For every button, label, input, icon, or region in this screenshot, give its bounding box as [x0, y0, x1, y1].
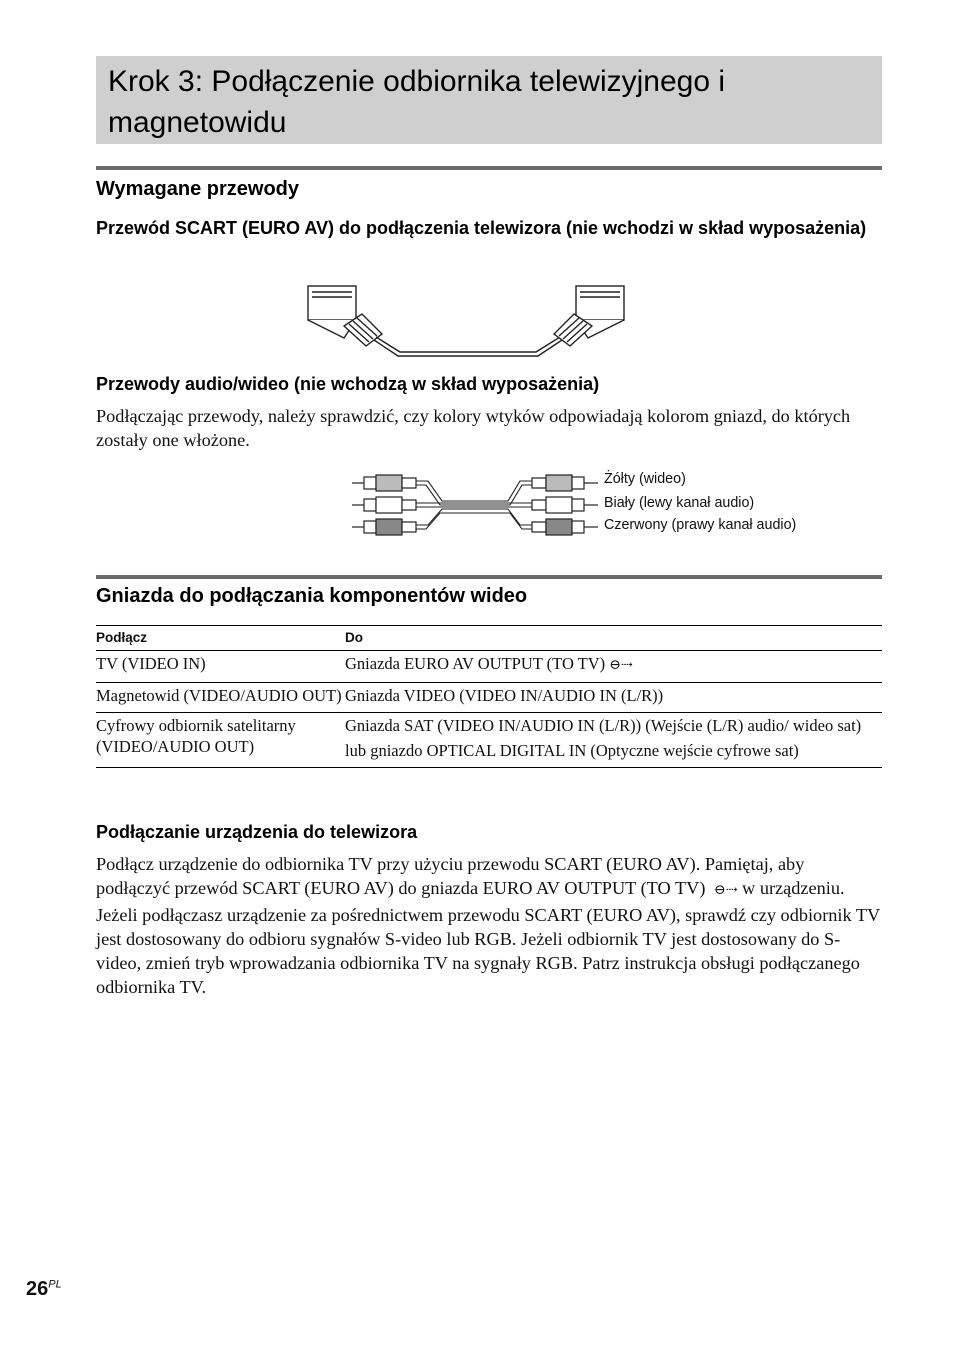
cell-to: Gniazda VIDEO (VIDEO IN/AUDIO IN (L/R)) — [345, 683, 882, 713]
section-divider — [96, 166, 882, 170]
connections-table — [96, 625, 882, 768]
scart-cable-heading: Przewód SCART (EURO AV) do podłączenia telewizora (nie wchodzi w skład wyposażenia) — [96, 218, 867, 238]
cell-to-extra: lub gniazdo OPTICAL DIGITAL IN (Optyczne wejście cyfrowe sat) — [345, 741, 799, 760]
connect-to-tv-heading: Podłączanie urządzenia do telewizora — [96, 822, 418, 842]
page-number-value: 26 — [26, 1278, 49, 1300]
table-row — [96, 683, 882, 713]
cell-from: TV (VIDEO IN) — [96, 651, 345, 683]
page-number-suffix: PL — [48, 1278, 62, 1291]
section-heading-required-cables: Wymagane przewody — [96, 178, 300, 200]
section-heading-video-jacks: Gniazda do podłączania komponentów wideo — [96, 585, 528, 607]
left-plug-yellow — [352, 475, 416, 491]
column-header-to: Do — [345, 626, 882, 651]
table-header-row — [96, 626, 882, 651]
cell-to-text: Gniazda SAT (VIDEO IN/AUDIO IN (L/R)) (Wejście (L/R) audio/ wideo sat) — [345, 716, 862, 735]
av-cables-heading: Przewody audio/wideo (nie wchodzą w skład wyposażenia) — [96, 374, 600, 394]
table-row — [96, 651, 882, 683]
section-divider — [96, 575, 882, 579]
cell-from: Magnetowid (VIDEO/AUDIO OUT) — [96, 683, 345, 713]
title-band — [96, 56, 882, 144]
connect-to-tv-text — [96, 852, 882, 999]
right-plug-yellow — [532, 475, 598, 491]
column-header-from: Podłącz — [96, 626, 345, 651]
cell-to — [345, 651, 882, 683]
page-title: Krok 3: Podłączenie odbiornika telewizyjnego i magnetowidu — [108, 65, 726, 139]
left-plug-white — [352, 497, 416, 513]
output-arrow-icon: ⊖⇢ — [609, 658, 633, 673]
cell-to-text: Gniazda EURO AV OUTPUT (TO TV) — [345, 654, 606, 673]
cable-label-red: Czerwony (prawy kanał audio) — [604, 517, 797, 533]
av-cables-text: Podłączając przewody, należy sprawdzić, czy kolory wtyków odpowiadają kolorom gniazd, do których zostały one włożone. — [96, 406, 851, 450]
left-plug-red — [352, 519, 416, 535]
output-arrow-icon: ⊖⇢ — [714, 883, 738, 898]
cell-to — [345, 713, 882, 768]
scart-cable-illustration — [300, 280, 636, 360]
right-plug-red — [532, 519, 598, 535]
right-plug-white — [532, 497, 598, 513]
cable-label-yellow: Żółty (wideo) — [604, 471, 686, 487]
connect-to-tv-text-rgb: Jeżeli podłączasz urządzenie za pośrednictwem przewodu SCART (EURO AV), sprawdź czy odbiornik TV jest dostosowany do odbioru sygnałów S-video lub RGB. Jeżeli odbiornik TV jest dostosowany do S-video, zmień tryb wprowadzania odbiornika TV na sygnały RGB. Patrz instrukcja obsługi podłączanego odbiornika TV. — [96, 905, 880, 997]
table-row — [96, 713, 882, 768]
av-cable-illustration — [350, 468, 600, 540]
page-number — [26, 1278, 62, 1301]
connect-to-tv-text-main: Podłącz urządzenie do odbiornika TV przy użyciu przewodu SCART (EURO AV). Pamiętaj, aby podłączyć przewód SCART (EURO AV) do gniazda EURO AV OUTPUT (TO TV) — [96, 854, 805, 898]
connect-to-tv-text-tail: w urządzeniu. — [742, 878, 845, 898]
cable-label-white: Biały (lewy kanał audio) — [604, 495, 755, 511]
cell-from: Cyfrowy odbiornik satelitarny (VIDEO/AUDIO OUT) — [96, 713, 345, 768]
